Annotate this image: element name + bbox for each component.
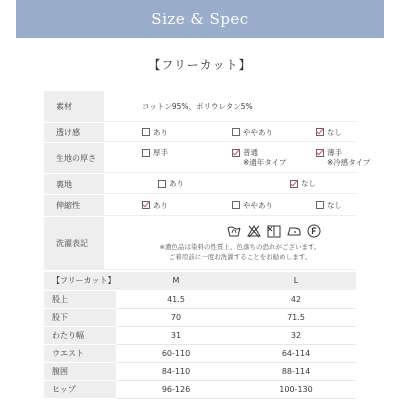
checkbox-icon [232,149,240,157]
section-title: 【フリーカット】 [148,58,252,72]
spec-label: 伸縮性 [44,195,104,216]
lining-option [104,178,230,189]
cell-l: 64-114 [236,344,356,362]
spec-row-sheer [44,123,356,143]
checkbox-icon [316,128,324,136]
option-label: ややあり [243,127,273,137]
spec-label: 裏地 [44,174,104,194]
stretch-option [272,200,356,211]
size-header-m: M [116,272,236,290]
thickness-option [104,148,188,168]
spec-label: 素材 [44,91,104,122]
option-label: なし [327,127,342,137]
stretch-option [188,200,272,211]
size-table-header [44,272,356,290]
cell-m: 70 [116,308,236,326]
cell-l: 100-130 [236,380,356,398]
row-label: 腹囲 [44,362,116,380]
size-spec-banner: Size & Spec [16,0,384,38]
checkbox-icon [142,149,150,157]
hand-wash-icon [227,224,241,238]
table-row [44,380,356,398]
option-label: なし [301,179,316,188]
dry-clean-f-icon [307,224,321,238]
checkbox-icon [316,201,324,209]
checkbox-icon [232,128,240,136]
table-row [44,290,356,308]
row-label: ヒップ [44,380,116,398]
care-icons [227,224,321,238]
spec-row-lining [44,174,356,195]
checkbox-icon [232,201,240,209]
cell-m: 60-110 [116,344,236,362]
option-label: あり [169,179,184,188]
spec-table [44,91,371,271]
option-note: ※通年タイプ [243,157,287,167]
row-label: 股上 [44,290,116,308]
option-note: ※冷感タイプ [327,157,371,167]
option-label: ややあり [243,200,273,210]
spec-label: 洗濯表記 [44,217,104,270]
table-row [44,326,356,344]
checkbox-icon [290,180,298,188]
spec-label: 透け感 [44,123,104,142]
option-label: 薄手 [327,147,342,157]
option-label: 普通 [243,147,258,157]
option-label: あり [153,200,168,210]
material-value: コットン95%、ポリウレタン5% [104,91,356,122]
care-note-line2: ご着用前に一度お洗濯することをお勧めします。 [168,253,312,261]
spec-row-thickness [44,143,371,174]
cell-l: 32 [236,326,356,344]
hang-dry-shade-icon [267,224,281,238]
row-label: ウエスト [44,344,116,362]
spec-row-stretch [44,195,356,217]
row-label: 股下 [44,308,116,326]
size-header-l: L [236,272,356,290]
sheer-option [188,127,272,138]
row-label: わたり幅 [44,326,116,344]
table-row [44,344,356,362]
cell-m: 84-110 [116,362,236,380]
table-row [44,308,356,326]
care-note-line1: ※濃色品は染料の性質上、色落ちの恐れがございます。 [159,243,321,251]
table-row [44,362,356,380]
cell-l: 71.5 [236,308,356,326]
option-label: 厚手 [153,147,168,157]
checkbox-icon [316,149,324,157]
stretch-option [104,200,188,211]
spec-row-care [44,217,356,271]
checkbox-icon [142,201,150,209]
low-iron-icon [287,224,301,238]
spec-label: 生地の厚さ [44,143,104,173]
cell-m: 96-126 [116,380,236,398]
sheer-option [272,127,356,138]
checkbox-icon [142,128,150,136]
thickness-option [272,147,371,168]
no-bleach-icon [247,224,261,238]
size-table [44,272,356,399]
cell-l: 42 [236,290,356,308]
checkbox-icon [158,180,166,188]
lining-option [230,178,356,189]
thickness-option [188,147,287,168]
spec-row-material [44,91,356,123]
size-header-label: 【フリーカット】 [44,272,116,290]
sheer-option [104,127,188,138]
cell-m: 41.5 [116,290,236,308]
cell-l: 88-114 [236,362,356,380]
option-label: なし [327,200,342,210]
option-label: あり [153,127,168,137]
cell-m: 31 [116,326,236,344]
